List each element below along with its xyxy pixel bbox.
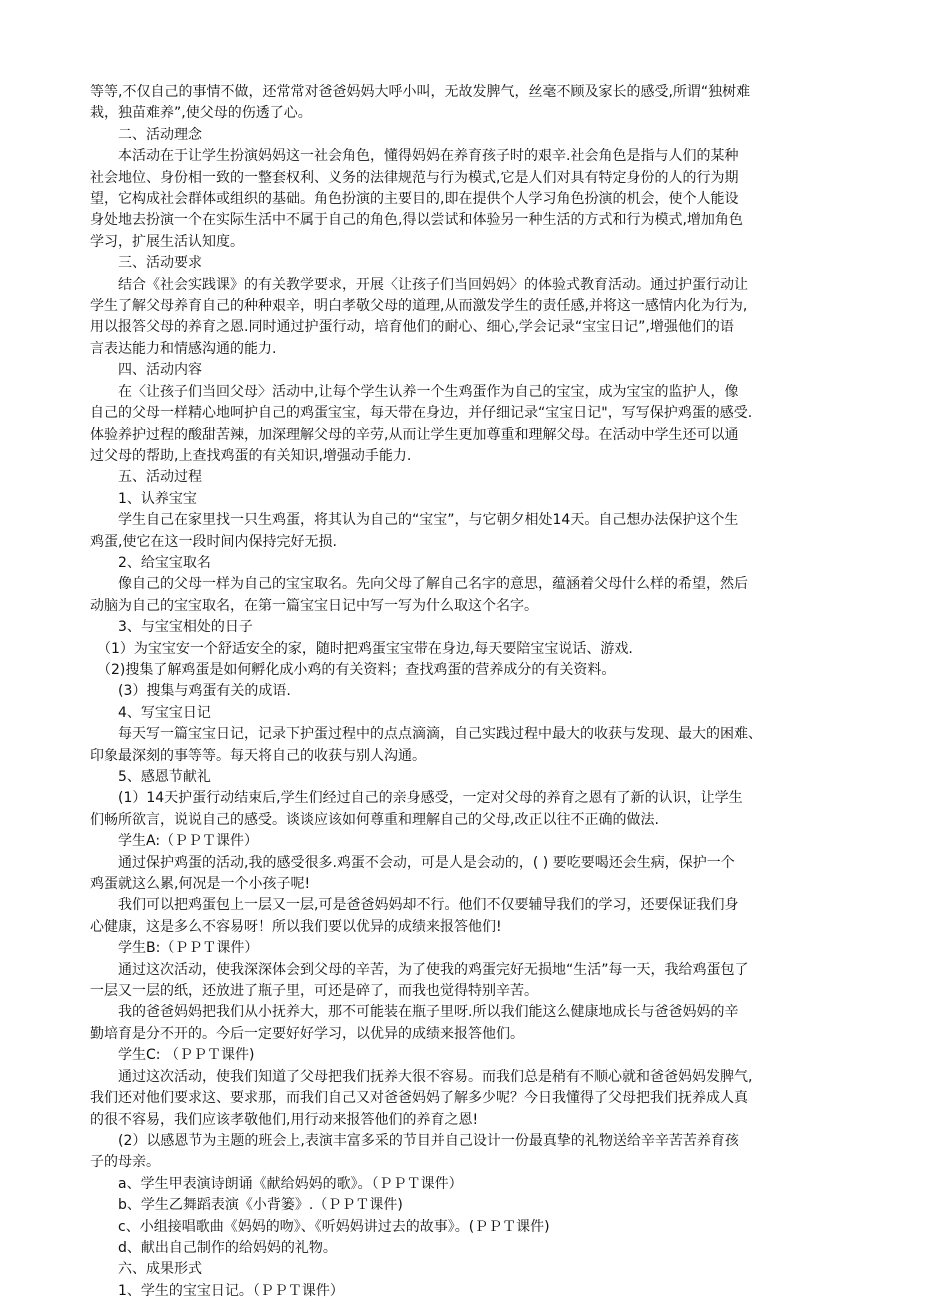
text-line: 二、活动理念	[90, 126, 202, 143]
text-line: 2、给宝宝取名	[90, 554, 211, 571]
text-line: 每天写一篇宝宝日记，记录下护蛋过程中的点点滴滴，自己实践过程中最大的收获与发现、最大的困难、	[90, 726, 762, 743]
text-line: 言表达能力和情感沟通的能力.	[90, 340, 277, 357]
text-line: 的很不容易，我们应该孝敬他们,用行动来报答他们的养育之恩!	[90, 1111, 479, 1128]
text-line: 心健康，这是多么不容易呀！所以我们要以优异的成绩来报答他们!	[90, 918, 502, 935]
text-line: (1）14天护蛋行动结束后,学生们经过自己的亲身感受，一定对父母的养育之恩有了新的认识，让学生	[90, 790, 743, 807]
text-line: (2）以感恩节为主题的班会上,表演丰富多采的节目并自己设计一份最真挚的礼物送给辛辛苦苦养育孩	[90, 1132, 739, 1149]
text-line: c、小组接唱歌曲《妈妈的吻》、《听妈妈讲过去的故事》。(ＰＰＴ课件)	[90, 1218, 550, 1235]
text-line: 5、感恩节献礼	[90, 769, 211, 785]
text-line: 鸡蛋,使它在这一段时间内保持完好无损.	[90, 533, 337, 550]
text-line: 像自己的父母一样为自己的宝宝取名。先向父母了解自己名字的意思，蕴涵着父母什么样的希望，然后	[90, 576, 748, 593]
text-line: 社会地位、身份相一致的一整套权利、义务的法律规范与行为模式,它是人们对具有特定身份的人的行为期	[90, 169, 739, 186]
text-line: 3、与宝宝相处的日子	[90, 619, 253, 636]
document-page	[90, 82, 875, 1302]
text-line: 六、成果形式	[90, 1261, 202, 1278]
text-line: 三、活动要求	[90, 255, 202, 272]
text-line: 四、活动内容	[90, 362, 202, 379]
text-line: 自己的父母一样精心地呵护自己的鸡蛋宝宝，每天带在身边，并仔细记录“宝宝日记"，写写保护鸡蛋的感受.	[90, 405, 753, 422]
text-line: 动脑为自己的宝宝取名，在第一篇宝宝日记中写一写为什么取这个名字。	[90, 597, 538, 614]
text-line: 学生自己在家里找一只生鸡蛋，将其认为自己的“宝宝”，与它朝夕相处14天。自己想办法保护这个生	[90, 512, 739, 529]
text-line: 学生B:（ＰＰＴ课件）	[90, 940, 259, 957]
text-line: 五、活动过程	[90, 469, 202, 486]
text-line: a、学生甲表演诗朗诵《献给妈妈的歌》。（ＰＰＴ课件）	[90, 1175, 463, 1192]
text-line: 我们可以把鸡蛋包上一层又一层,可是爸爸妈妈却不行。他们不仅要辅导我们的学习，还要保证我们身	[90, 897, 739, 914]
text-line: 印象最深刻的事等等。每天将自己的收获与别人沟通。	[90, 747, 426, 764]
text-line: 们畅所欲言，说说自己的感受。谈谈应该如何尊重和理解自己的父母,改正以往不正确的做法.	[90, 811, 659, 828]
text-line: 体验养护过程的酸甜苦辣，加深理解父母的辛劳,从而让学生更加尊重和理解父母。在活动中学生还可以通	[90, 426, 739, 443]
text-line: 4、写宝宝日记	[90, 704, 211, 721]
text-line: 学生了解父母养育自己的种种艰辛，明白孝敬父母的道理,从而激发学生的责任感,并将这一感情内化为行为,	[90, 298, 748, 315]
text-line: 通过保护鸡蛋的活动,我的感受很多.鸡蛋不会动，可是人是会动的，( ) 要吃要喝还会生病，保护一个	[90, 854, 735, 871]
text-line: 鸡蛋就这么累,何况是一个小孩子呢!	[90, 876, 311, 893]
text-line: 一层又一层的纸，还放进了瓶子里，可还是碎了，而我也觉得特别辛苦。	[90, 983, 538, 1000]
text-line: 在〈让孩子们当回父母〉活动中,让每个学生认养一个生鸡蛋作为自己的宝宝，成为宝宝的监护人，像	[90, 383, 739, 400]
text-line: 1、认养宝宝	[90, 490, 197, 507]
text-line: （1）为宝宝安一个舒适安全的家，随时把鸡蛋宝宝带在身边,每天要陪宝宝说话、游戏.	[90, 640, 633, 657]
text-line: 子的母亲。	[90, 1154, 160, 1171]
text-line: 望，它构成社会群体或组织的基础。角色扮演的主要目的,即在提供个人学习角色扮演的机会，使个人能设	[90, 191, 739, 208]
text-line: 过父母的帮助,上查找鸡蛋的有关知识,增强动手能力.	[90, 447, 412, 464]
text-line: 等等,不仅自己的事情不做，还常常对爸爸妈妈大呼小叫，无故发脾气，丝毫不顾及家长的感受,所谓“独树难	[90, 84, 751, 100]
text-line: 用以报答父母的养育之恩.同时通过护蛋行动，培育他们的耐心、细心,学会记录“宝宝日记”,增强他们的语	[90, 319, 734, 336]
text-line: 结合《社会实践课》的有关教学要求，开展〈让孩子们当回妈妈〉的体验式教育活动。通过护蛋行动让	[90, 276, 748, 293]
text-line: 栽，独苗难养”,使父母的伤透了心。	[90, 105, 312, 122]
text-line: 学生C: （ＰＰＴ课件)	[90, 1047, 255, 1064]
text-line: 学习，扩展生活认知度。	[90, 233, 244, 250]
text-line: 学生A:（ＰＰＴ课件）	[90, 833, 259, 850]
text-line: (3）搜集与鸡蛋有关的成语.	[90, 683, 291, 700]
text-line: 勤培育是分不开的。今后一定要好好学习，以优异的成绩来报答他们。	[90, 1025, 524, 1042]
text-line: d、献出自己制作的给妈妈的礼物。	[90, 1239, 337, 1256]
text-line: 通过这次活动，使我深深体会到父母的辛苦，为了使我的鸡蛋完好无损地“生活”每一天，我给鸡蛋包了	[90, 961, 749, 978]
text-line: 身处地去扮演一个在实际生活中不属于自己的角色,得以尝试和体验另一种生活的方式和行为模式,增加角色	[90, 212, 743, 229]
text-line: 我们还对他们要求这、要求那，而我们自己又对爸爸妈妈了解多少呢？今日我懂得了父母把我们抚养成人真	[90, 1090, 748, 1107]
text-line: （2)搜集了解鸡蛋是如何孵化成小鸡的有关资料；查找鸡蛋的营养成分的有关资料。	[90, 661, 616, 678]
text-line: 1、学生的宝宝日记。（ＰＰＴ课件）	[90, 1282, 344, 1299]
text-line: b、学生乙舞蹈表演《小背篓》.（ＰＰＴ课件)	[90, 1197, 403, 1214]
text-line: 本活动在于让学生扮演妈妈这一社会角色，懂得妈妈在养育孩子时的艰辛.社会角色是指与人们的某种	[90, 148, 739, 165]
text-line: 我的爸爸妈妈把我们从小抚养大，那不可能装在瓶子里呀.所以我们能这么健康地成长与爸爸妈妈的辛	[90, 1004, 739, 1021]
text-line: 通过这次活动，使我们知道了父母把我们抚养大很不容易。而我们总是稍有不顺心就和爸爸妈妈发脾气,	[90, 1068, 753, 1085]
